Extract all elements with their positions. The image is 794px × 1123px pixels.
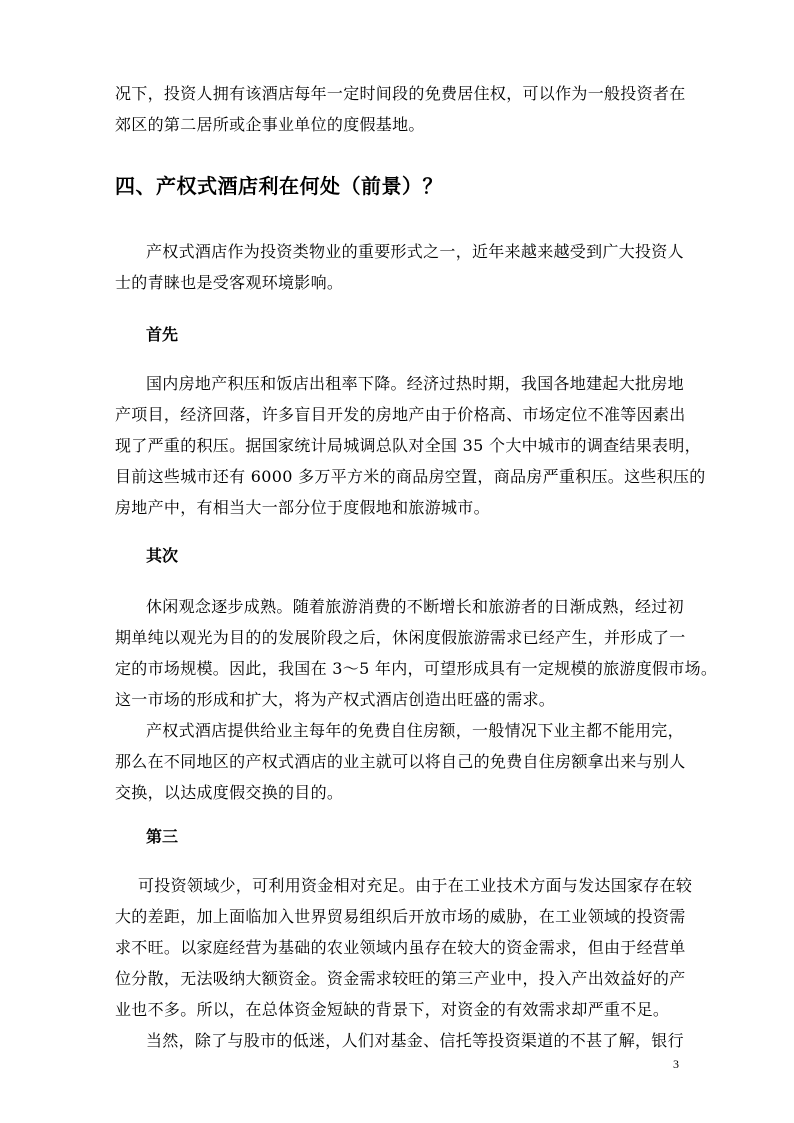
second-title: 其次 (146, 546, 179, 565)
third-p1-line-3: 求不旺。以家庭经营为基础的农业领域内虽存在较大的资金需求，但由于经营单 (115, 938, 686, 957)
third-p1-line-2: 大的差距，加上面临加入世界贸易组织后开放市场的威胁，在工业领域的投资需 (115, 907, 686, 926)
third-p2-line-1: 当然，除了与股市的低迷，人们对基金、信托等投资渠道的不甚了解，银行 (146, 1031, 684, 1050)
third-title: 第三 (146, 827, 179, 846)
intro-line-1: 况下，投资人拥有该酒店每年一定时间段的免费居住权，可以作为一般投资者在 (115, 84, 686, 103)
first-line-3: 现了严重的积压。据国家统计局城调总队对全国 35 个大中城市的调查结果表明， (115, 436, 701, 455)
page-number: 3 (673, 1057, 679, 1071)
third-p1-line-1: 可投资领域少，可利用资金相对充足。由于在工业技术方面与发达国家存在较 (138, 876, 693, 895)
intro-line-2: 郊区的第二居所或企事业单位的度假基地。 (115, 115, 425, 134)
second-p2-line-2: 那么在不同地区的产权式酒店的业主就可以将自己的免费自住房额拿出来与别人 (115, 752, 686, 771)
second-p1-line-2: 期单纯以观光为目的的发展阶段之后，休闲度假旅游需求已经产生，并形成了一 (115, 628, 686, 647)
second-p1-line-1: 休闲观念逐步成熟。随着旅游消费的不断增长和旅游者的日渐成熟，经过初 (146, 597, 684, 616)
first-line-4: 目前这些城市还有 6000 多万平方米的商品房空置，商品房严重积压。这些积压的 (115, 467, 706, 486)
first-line-2: 产项目，经济回落，许多盲目开发的房地产由于价格高、市场定位不准等因素出 (115, 405, 686, 424)
second-p1-line-3: 定的市场规模。因此，我国在 3～5 年内，可望形成具有一定规模的旅游度假市场。 (115, 659, 718, 678)
third-p1-line-4: 位分散，无法吸纳大额资金。资金需求较旺的第三产业中，投入产出效益好的产 (115, 969, 686, 988)
second-p2-line-1: 产权式酒店提供给业主每年的免费自住房额，一般情况下业主都不能用完， (146, 721, 684, 740)
first-title: 首先 (146, 325, 179, 344)
first-line-5: 房地产中，有相当大一部分位于度假地和旅游城市。 (115, 498, 490, 517)
second-p1-line-4: 这一市场的形成和扩大，将为产权式酒店创造出旺盛的需求。 (115, 690, 556, 709)
section-intro-line-2: 士的青睐也是受客观环境影响。 (115, 273, 344, 292)
first-line-1: 国内房地产积压和饭店出租率下降。经济过热时期，我国各地建起大批房地 (146, 374, 684, 393)
third-p1-line-5: 业也不多。所以，在总体资金短缺的背景下，对资金的有效需求却严重不足。 (115, 1000, 670, 1019)
second-p2-line-3: 交换，以达成度假交换的目的。 (115, 783, 344, 802)
section-title: 四、产权式酒店利在何处（前景）？ (115, 174, 443, 198)
section-intro-line-1: 产权式酒店作为投资类物业的重要形式之一，近年来越来越受到广大投资人 (146, 242, 684, 261)
